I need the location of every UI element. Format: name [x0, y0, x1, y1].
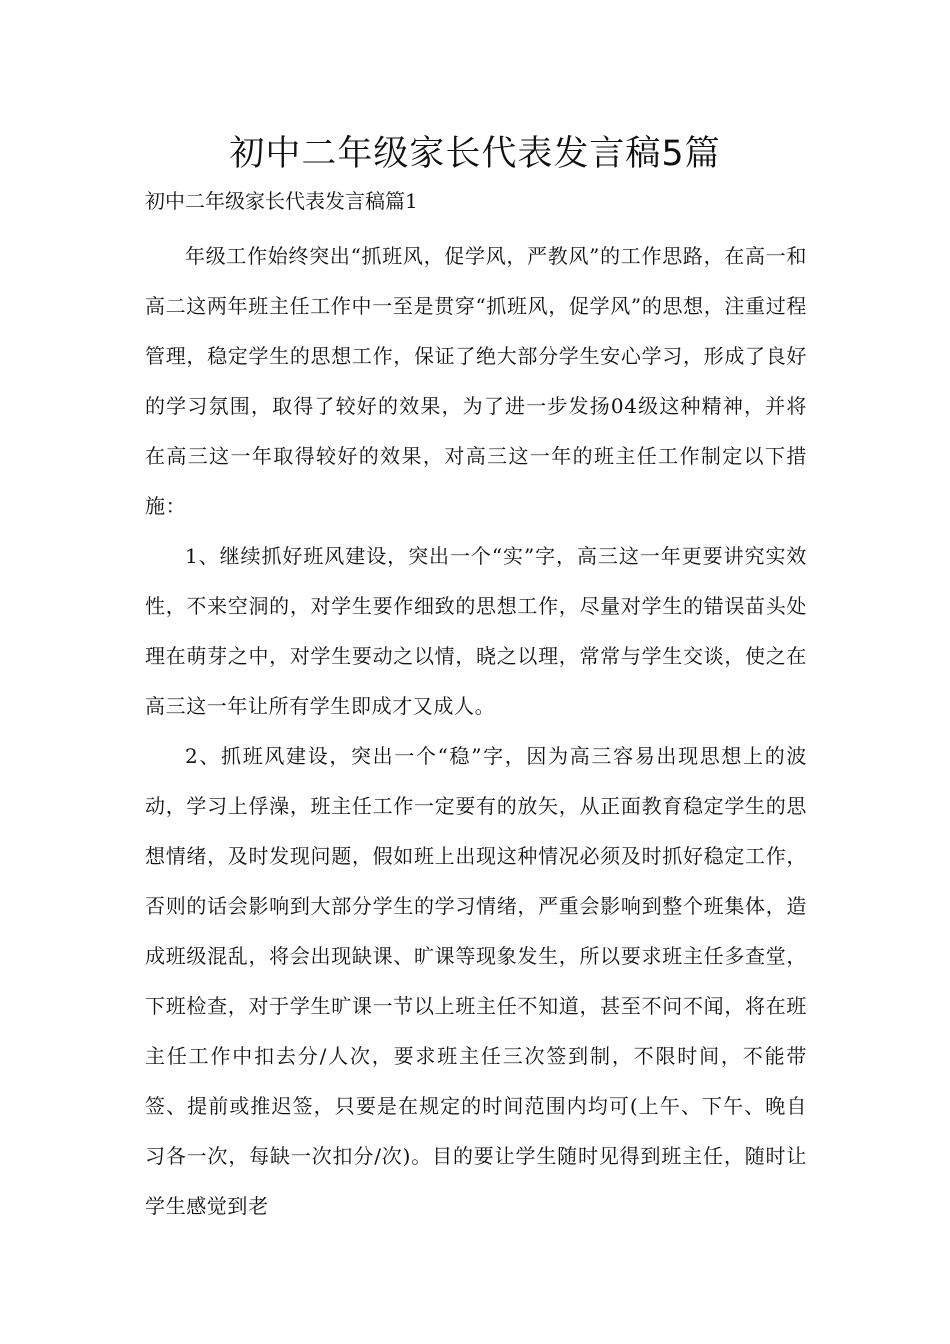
- document-body: [145, 231, 807, 1231]
- document-title: 初中二年级家长代表发言稿5篇: [229, 134, 721, 174]
- section-heading: 初中二年级家长代表发言稿篇1: [145, 189, 418, 213]
- paragraph-2: 1、继续抓好班风建设，突出一个“实”字，高三这一年更要讲究实效性，不来空洞的，对学生要作细致的思想工作，尽量对学生的错误苗头处理在萌芽之中，对学生要动之以情，晓之以理，常常与学生交谈，使之在高三这一年让所有学生即成才又成人。: [145, 544, 807, 718]
- paragraph-3: 2、抓班风建设，突出一个“稳”字，因为高三容易出现思想上的波动，学习上俘澡，班主任工作一定要有的放矢，从正面教育稳定学生的思想情绪，及时发现问题，假如班上出现这种情况必须及时抓好稳定工作，否则的话会影响到大部分学生的学习情绪，严重会影响到整个班集体，造成班级混乱，将会出现缺课、旷课等现象发生，所以要求班主任多查堂，下班检查，对于学生旷课一节以上班主任不知道，甚至不问不闻，将在班主任工作中扣去分/人次，要求班主任三次签到制，不限时间，不能带签、提前或推迟签，只要是在规定的时间范围内均可(上午、下午、晚自习各一次，每缺一次扣分/次)。目的要让学生随时见得到班主任，随时让学生感觉到老: [145, 744, 807, 1218]
- paragraph-1: 年级工作始终突出“抓班风，促学风，严教风”的工作思路，在高一和高二这两年班主任工作中一至是贯穿“抓班风，促学风”的思想，注重过程管理，稳定学生的思想工作，保证了绝大部分学生安心学习，形成了良好的学习氛围，取得了较好的效果，为了进一步发扬04级这种精神，并将在高三这一年取得较好的效果，对高三这一年的班主任工作制定以下措施：: [145, 244, 807, 518]
